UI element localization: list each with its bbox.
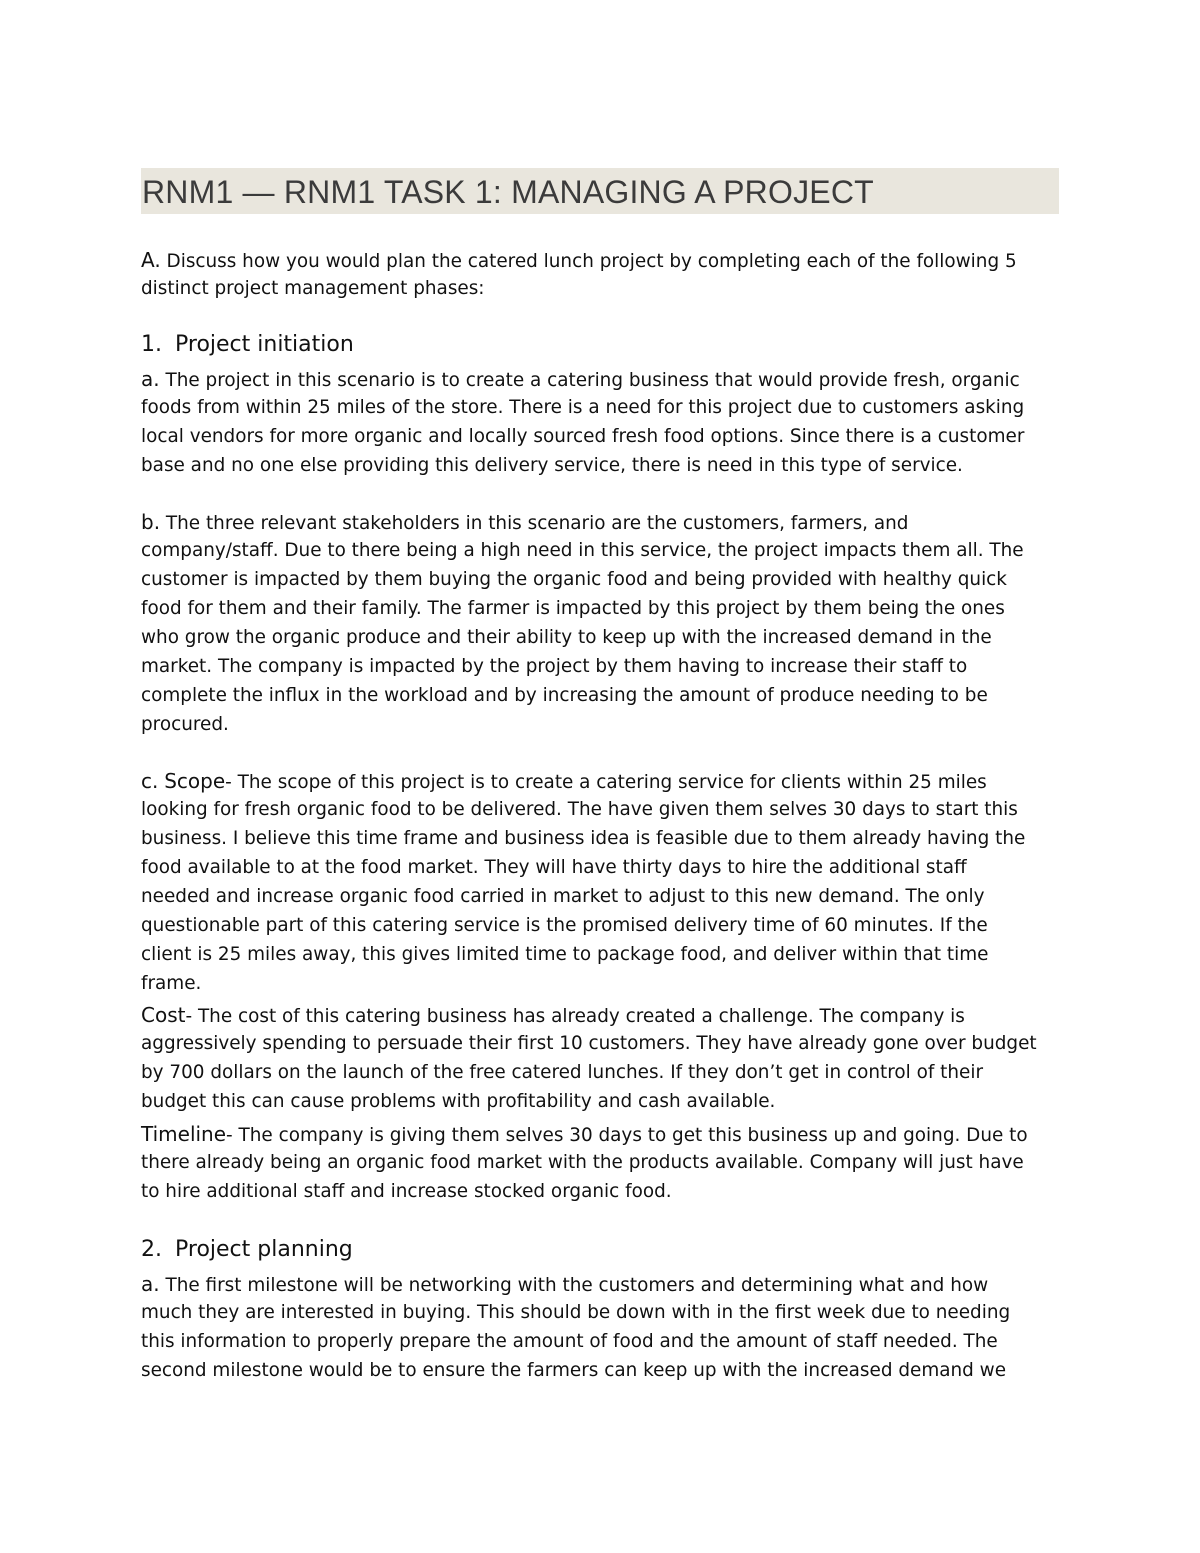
phase1-b-line-5: who grow the organic produce and their ability to keep up with the increased demand in the — [141, 627, 992, 648]
section-a-line-2: distinct project management phases: — [141, 278, 485, 299]
phase1-number: 1. — [141, 332, 162, 357]
scope-label: Scope — [164, 769, 226, 793]
timeline-line-3: to hire additional staff and increase stocked organic food. — [141, 1181, 672, 1202]
phase2-a-line-1 — [141, 1271, 988, 1299]
scope-line-3: business. I believe this time frame and business idea is feasible due to them already having the — [141, 828, 1026, 849]
scope-line-4: food available to at the food market. They will have thirty days to hire the additional staff — [141, 857, 967, 878]
phase1-a-line-2: foods from within 25 miles of the store. There is a need for this project due to customers asking — [141, 397, 1025, 418]
scope-line-5: needed and increase organic food carried in market to adjust to this new demand. The only — [141, 886, 985, 907]
phase1-b-line-4: food for them and their family. The farmer is impacted by this project by them being the ones — [141, 598, 1005, 619]
cost-label: Cost — [141, 1003, 186, 1027]
phase1-b-text: The three relevant stakeholders in this scenario are the customers, farmers, and — [165, 513, 909, 534]
phase1-b-line-3: customer is impacted by them buying the organic food and being provided with healthy quick — [141, 569, 1007, 590]
phase1-a-line-4: base and no one else providing this delivery service, there is need in this type of service. — [141, 455, 963, 476]
cost-line-3: by 700 dollars on the launch of the free catered lunches. If they don’t get in control of their — [141, 1062, 984, 1083]
cost-line-4: budget this can cause problems with profitability and cash available. — [141, 1091, 776, 1112]
timeline-text: - The company is giving them selves 30 days to get this business up and going. Due to — [226, 1125, 1028, 1146]
phase1-c-label: c. — [141, 769, 159, 793]
scope-text: - The scope of this project is to create a catering service for clients within 25 miles — [225, 772, 987, 793]
scope-line-8: frame. — [141, 973, 202, 994]
phase2-a-line-4: second milestone would be to ensure the farmers can keep up with the increased demand we — [141, 1360, 1007, 1381]
timeline-line-1 — [141, 1121, 1028, 1149]
phase1-b-line-7: complete the influx in the workload and by increasing the amount of produce needing to be — [141, 685, 988, 706]
phase1-b-label: b. — [141, 510, 161, 534]
phase1-b-line-2: company/staff. Due to there being a high need in this service, the project impacts them all. The — [141, 540, 1024, 561]
phase2-number: 2. — [141, 1237, 162, 1262]
page-title: RNM1 — RNM1 TASK 1: MANAGING A PROJECT — [142, 174, 874, 210]
section-a-label: A. — [141, 248, 161, 272]
phase1-a-line-1 — [141, 366, 1020, 394]
phase1-a-line-3: local vendors for more organic and locally sourced fresh food options. Since there is a customer — [141, 426, 1025, 447]
phase1-a-text: The project in this scenario is to create a catering business that would provide fresh, organic — [165, 370, 1020, 391]
scope-line-7: client is 25 miles away, this gives limited time to package food, and deliver within that time — [141, 944, 989, 965]
phase1-c-line-1 — [141, 768, 987, 796]
phase2-a-line-2: much they are interested in buying. This should be down with in the first week due to needing — [141, 1302, 1011, 1323]
phase1-heading-text: Project initiation — [175, 332, 354, 357]
scope-line-2: looking for fresh organic food to be delivered. The have given them selves 30 days to start this — [141, 799, 1018, 820]
cost-line-2: aggressively spending to persuade their first 10 customers. They have already gone over budget — [141, 1033, 1037, 1054]
phase1-b-line-6: market. The company is impacted by the project by them having to increase their staff to — [141, 656, 968, 677]
phase2-a-text: The first milestone will be networking with the customers and determining what and how — [165, 1275, 989, 1296]
phase2-heading — [141, 1235, 353, 1265]
phase1-b-line-8: procured. — [141, 714, 229, 735]
scope-line-6: questionable part of this catering service is the promised delivery time of 60 minutes. If the — [141, 915, 988, 936]
phase1-a-label: a. — [141, 367, 160, 391]
section-a-text: Discuss how you would plan the catered lunch project by completing each of the following 5 — [166, 251, 1017, 272]
phase2-a-label: a. — [141, 1272, 160, 1296]
phase1-heading — [141, 330, 354, 360]
phase1-b-line-1 — [141, 509, 908, 537]
timeline-line-2: there already being an organic food market with the products available. Company will just have — [141, 1152, 1024, 1173]
section-a-line-1 — [141, 247, 1017, 275]
cost-text: - The cost of this catering business has already created a challenge. The company is — [185, 1006, 965, 1027]
phase2-heading-text: Project planning — [175, 1237, 353, 1262]
timeline-label: Timeline — [141, 1122, 227, 1146]
phase2-a-line-3: this information to properly prepare the amount of food and the amount of staff needed. The — [141, 1331, 998, 1352]
cost-line-1 — [141, 1002, 965, 1030]
